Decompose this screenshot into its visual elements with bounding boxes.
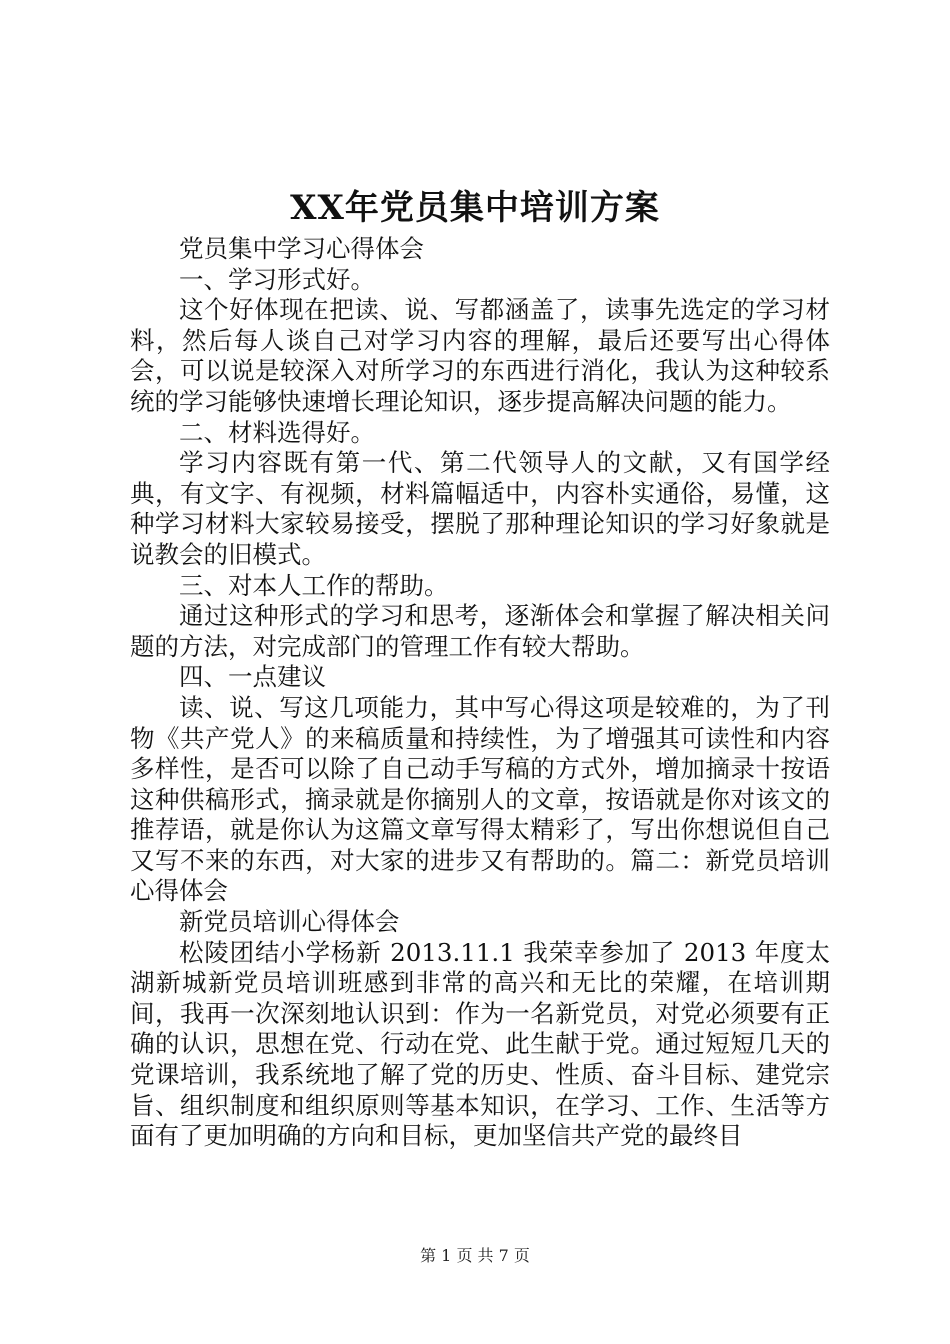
paragraph-section-3-heading: 三、对本人工作的帮助。 xyxy=(179,570,449,600)
paragraph-section-1-heading: 一、学习形式好。 xyxy=(179,264,375,294)
paragraph-section-4-body: 读、说、写这几项能力，其中写心得这项是较难的，为了刊物《共产党人》的来稿质量和持续性，为了增强其可读性和内容多样性，是否可以除了自己动手写稿的方式外，增加摘录十按语这种供稿形式，摘录就是你摘别人的文章，按语就是你对该文的推荐语，就是你认为这篇文章写得太精彩了，写出你想说但自己又写不来的东西，对大家的进步又有帮助的。篇二：新党员培训心得体会 xyxy=(130,692,830,906)
document-title: XX年党员集中培训方案 xyxy=(290,188,660,228)
paragraph-section-3-body: 通过这种形式的学习和思考，逐渐体会和掌握了解决相关问题的方法，对完成部门的管理工作有较大帮助。 xyxy=(130,601,830,661)
paragraph-part-2-body: 松陵团结小学杨新 2013.11.1 我荣幸参加了 2013 年度太湖新城新党员培训班感到非常的高兴和无比的荣耀，在培训期间，我再一次深刻地认识到：作为一名新党员，对党必须要有正确的认识，思想在党、行动在党、此生献于党。通过短短几天的党课培训，我系统地了解了党的历史、性质、奋斗目标、建党宗旨、组织制度和组织原则等基本知识，在学习、工作、生活等方面有了更加明确的方向和目标，更加坚信共产党的最终目 xyxy=(130,937,830,1151)
paragraph-heading-study-notes: 党员集中学习心得体会 xyxy=(179,234,424,263)
paragraph-section-1-body: 这个好体现在把读、说、写都涵盖了，读事先选定的学习材料，然后每人谈自己对学习内容的理解，最后还要写出心得体会，可以说是较深入对所学习的东西进行消化，我认为这种较系统的学习能够快速增长理论知识，逐步提高解决问题的能力。 xyxy=(130,295,830,416)
paragraph-part-2-heading: 新党员培训心得体会 xyxy=(179,907,400,937)
paragraph-section-4-heading: 四、一点建议 xyxy=(179,662,326,692)
paragraph-section-2-body: 学习内容既有第一代、第二代领导人的文献，又有国学经典，有文字、有视频，材料篇幅适中，内容朴实通俗，易懂，这种学习材料大家较易接受，摆脱了那种理论知识的学习好象就是说教会的旧模式。 xyxy=(130,448,830,569)
paragraph-section-2-heading: 二、材料选得好。 xyxy=(179,417,375,447)
document-body xyxy=(130,234,830,1152)
page-number-footer: 第 1 页 共 7 页 xyxy=(420,1246,530,1265)
